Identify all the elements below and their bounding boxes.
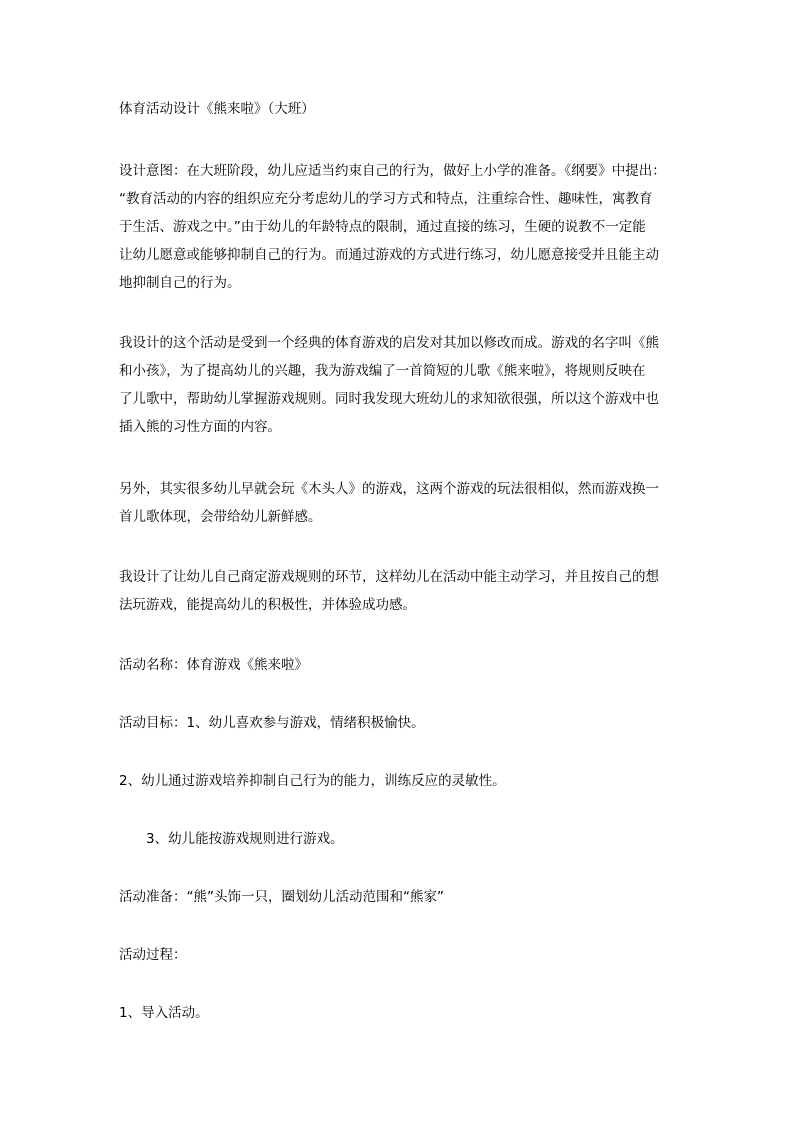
intent-line: 地抑制自己的行为。	[119, 275, 241, 291]
activity-goal-2	[119, 767, 679, 795]
title-line: 体育活动设计《熊来啦》（大班）	[119, 101, 315, 117]
other-line: 首儿歌体现，会带给幼儿新鲜感。	[119, 509, 322, 525]
intent-line: “教育活动的内容的组织应充分考虑幼儿的学习方式和特点，注重综合性、趣味性，寓教育	[119, 191, 653, 207]
other-line: 另外，其实很多幼儿早就会玩《木头人》的游戏，这两个游戏的玩法很相似，然而游戏换一	[119, 481, 659, 497]
rules-line: 我设计了让幼儿自己商定游戏规则的环节，这样幼儿在活动中能主动学习，并且按自己的想	[119, 569, 659, 585]
intent-line: 让幼儿愿意或能够抑制自己的行为。而通过游戏的方式进行练习，幼儿愿意接受并且能主动	[119, 247, 659, 263]
design-line: 和小孩》，为了提高幼儿的兴趣，我为游戏编了一首简短的儿歌《熊来啦》，将规则反映在	[119, 363, 646, 379]
process-heading	[119, 941, 679, 969]
preparation-line: 活动准备：“熊”头饰一只，圈划幼儿活动范围和“熊家”	[119, 889, 444, 905]
design-intent-paragraph	[119, 157, 679, 297]
intent-line: 于生活、游戏之中。”由于幼儿的年龄特点的限制，通过直接的练习，生硬的说教不一定能	[119, 219, 646, 235]
document-title	[119, 95, 679, 123]
rules-paragraph	[119, 563, 679, 619]
design-line: 我设计的这个活动是受到一个经典的体育游戏的启发对其加以修改而成。游戏的名字叫《熊	[119, 335, 659, 351]
process-step-1	[119, 999, 679, 1027]
activity-goal-3	[146, 825, 706, 853]
rules-line: 法玩游戏，能提高幼儿的积极性，并体验成功感。	[119, 597, 416, 613]
intent-line: 设计意图：在大班阶段，幼儿应适当约束自己的行为，做好上小学的准备。《纲要》中提出：	[119, 163, 666, 179]
goal-line: 3、幼儿能按游戏规则进行游戏。	[146, 831, 344, 847]
step-line: 1、导入活动。	[119, 1005, 209, 1021]
goal-line: 活动目标：1、幼儿喜欢参与游戏，情绪积极愉快。	[119, 715, 425, 731]
activity-goal-1	[119, 709, 679, 737]
design-line: 了儿歌中，帮助幼儿掌握游戏规则。同时我发现大班幼儿的求知欲很强，所以这个游戏中也	[119, 391, 659, 407]
design-origin-paragraph	[119, 329, 679, 441]
other-game-paragraph	[119, 475, 679, 531]
activity-name	[119, 651, 679, 679]
activity-preparation	[119, 883, 679, 911]
process-heading-line: 活动过程：	[119, 947, 187, 963]
activity-name-line: 活动名称：体育游戏《熊来啦》	[119, 657, 308, 673]
goal-line: 2、幼儿通过游戏培养抑制自己行为的能力，训练反应的灵敏性。	[119, 773, 506, 789]
design-line: 插入熊的习性方面的内容。	[119, 419, 281, 435]
